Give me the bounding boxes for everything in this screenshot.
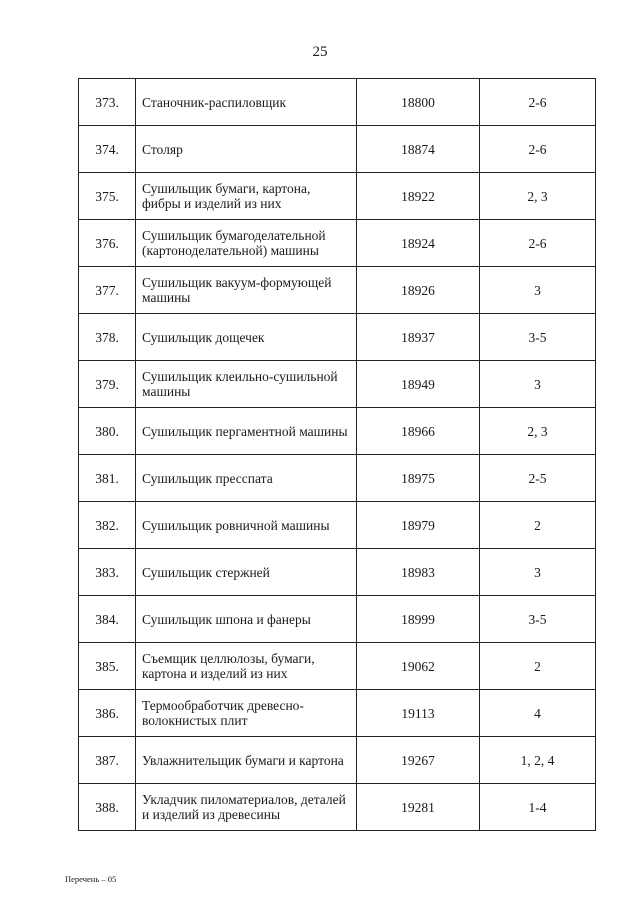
profession-code: 18874: [357, 126, 480, 173]
row-number: 386.: [79, 690, 136, 737]
table-row: [79, 643, 596, 690]
profession-name: Укладчик пиломатериалов, деталей и изделий из древесины: [136, 784, 357, 831]
profession-name: Сушильщик клеильно-сушильной машины: [136, 361, 357, 408]
profession-code: 18922: [357, 173, 480, 220]
grade-range: 3-5: [480, 314, 596, 361]
grade-range: 3-5: [480, 596, 596, 643]
profession-code: 18983: [357, 549, 480, 596]
profession-name: Увлажнительщик бумаги и картона: [136, 737, 357, 784]
profession-code: 19267: [357, 737, 480, 784]
row-number: 388.: [79, 784, 136, 831]
grade-range: 3: [480, 549, 596, 596]
profession-name: Сушильщик стержней: [136, 549, 357, 596]
profession-name: Станочник-распиловщик: [136, 79, 357, 126]
profession-name: Сушильщик бумагоделательной (картоноделательной) машины: [136, 220, 357, 267]
profession-code: 19062: [357, 643, 480, 690]
grade-range: 1-4: [480, 784, 596, 831]
grade-range: 2: [480, 502, 596, 549]
row-number: 377.: [79, 267, 136, 314]
row-number: 376.: [79, 220, 136, 267]
row-number: 373.: [79, 79, 136, 126]
table-row: [79, 596, 596, 643]
table-row: [79, 737, 596, 784]
row-number: 385.: [79, 643, 136, 690]
profession-code: 18926: [357, 267, 480, 314]
row-number: 383.: [79, 549, 136, 596]
profession-name: Сушильщик шпона и фанеры: [136, 596, 357, 643]
table-row: [79, 314, 596, 361]
grade-range: 3: [480, 267, 596, 314]
grade-range: 2-6: [480, 126, 596, 173]
table-row: [79, 455, 596, 502]
profession-name: Съемщик целлюлозы, бумаги, картона и изделий из них: [136, 643, 357, 690]
grade-range: 2-6: [480, 79, 596, 126]
grade-range: 4: [480, 690, 596, 737]
table-row: [79, 784, 596, 831]
profession-name: Сушильщик вакуум-формующей машины: [136, 267, 357, 314]
table-row: [79, 220, 596, 267]
professions-table-container: [78, 78, 596, 831]
profession-code: 19281: [357, 784, 480, 831]
profession-name: Сушильщик бумаги, картона, фибры и изделий из них: [136, 173, 357, 220]
row-number: 380.: [79, 408, 136, 455]
row-number: 382.: [79, 502, 136, 549]
table-row: [79, 126, 596, 173]
table-row: [79, 361, 596, 408]
grade-range: 2, 3: [480, 408, 596, 455]
table-row: [79, 173, 596, 220]
profession-name: Термообработчик древесно-волокнистых плит: [136, 690, 357, 737]
footer-label: Перечень – 05: [65, 874, 117, 884]
profession-code: 18979: [357, 502, 480, 549]
profession-code: 18924: [357, 220, 480, 267]
table-row: [79, 690, 596, 737]
profession-code: 18975: [357, 455, 480, 502]
profession-code: 18800: [357, 79, 480, 126]
profession-name: Сушильщик пергаментной машины: [136, 408, 357, 455]
profession-code: 18999: [357, 596, 480, 643]
row-number: 374.: [79, 126, 136, 173]
profession-name: Столяр: [136, 126, 357, 173]
grade-range: 3: [480, 361, 596, 408]
table-row: [79, 549, 596, 596]
row-number: 387.: [79, 737, 136, 784]
table-row: [79, 408, 596, 455]
profession-name: Сушильщик дощечек: [136, 314, 357, 361]
grade-range: 2: [480, 643, 596, 690]
grade-range: 2-5: [480, 455, 596, 502]
table-row: [79, 267, 596, 314]
profession-name: Сушильщик ровничной машины: [136, 502, 357, 549]
profession-code: 18966: [357, 408, 480, 455]
page-number: 25: [312, 44, 328, 60]
professions-table-body: [79, 79, 596, 831]
grade-range: 2-6: [480, 220, 596, 267]
table-row: [79, 79, 596, 126]
grade-range: 2, 3: [480, 173, 596, 220]
table-row: [79, 502, 596, 549]
profession-code: 19113: [357, 690, 480, 737]
row-number: 378.: [79, 314, 136, 361]
profession-name: Сушильщик пресспата: [136, 455, 357, 502]
row-number: 379.: [79, 361, 136, 408]
professions-table: [78, 78, 596, 831]
row-number: 384.: [79, 596, 136, 643]
row-number: 381.: [79, 455, 136, 502]
profession-code: 18937: [357, 314, 480, 361]
row-number: 375.: [79, 173, 136, 220]
profession-code: 18949: [357, 361, 480, 408]
grade-range: 1, 2, 4: [480, 737, 596, 784]
